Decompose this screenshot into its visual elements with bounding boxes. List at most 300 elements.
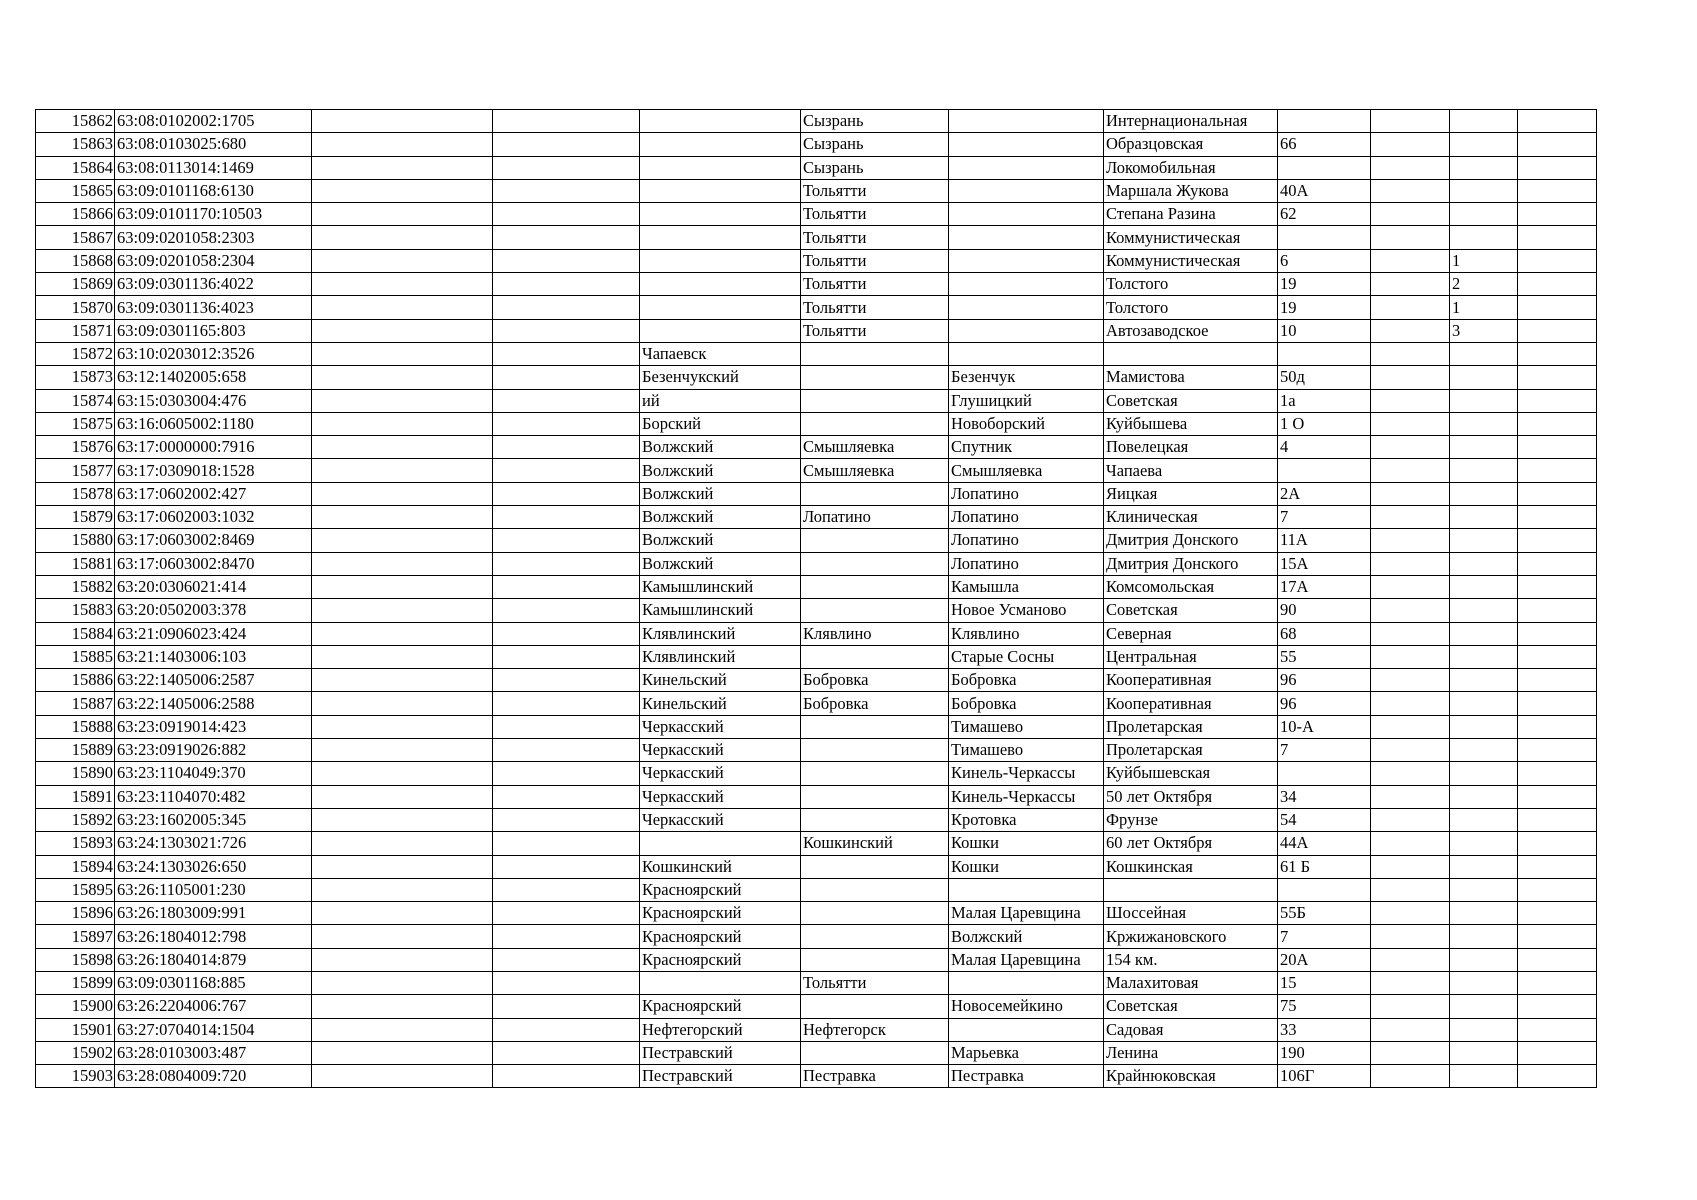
cell-house: 96 xyxy=(1278,692,1371,715)
cell-cadastral-number: 63:12:1402005:658 xyxy=(115,366,312,389)
cell-cadastral-number: 63:23:1104070:482 xyxy=(115,785,312,808)
cell-district: Борский xyxy=(640,412,801,435)
cell-col-12 xyxy=(1518,808,1597,831)
cell-col-12 xyxy=(1518,575,1597,598)
cell-apartment xyxy=(1450,482,1518,505)
cell-apartment xyxy=(1450,575,1518,598)
cell-cadastral-number: 63:26:1804012:798 xyxy=(115,925,312,948)
cell-col-3 xyxy=(312,1018,493,1041)
cell-apartment xyxy=(1450,529,1518,552)
cell-row-number: 15893 xyxy=(36,832,115,855)
cell-house: 66 xyxy=(1278,133,1371,156)
cell-district: Волжский xyxy=(640,436,801,459)
cell-col-4 xyxy=(493,669,640,692)
cell-city xyxy=(801,739,949,762)
cell-cadastral-number: 63:28:0103003:487 xyxy=(115,1041,312,1064)
cell-city: Тольятти xyxy=(801,226,949,249)
cell-row-number: 15899 xyxy=(36,971,115,994)
cell-cadastral-number: 63:24:1303026:650 xyxy=(115,855,312,878)
cell-apartment xyxy=(1450,412,1518,435)
cell-col-10 xyxy=(1371,319,1450,342)
cell-house: 15А xyxy=(1278,552,1371,575)
cell-col-12 xyxy=(1518,273,1597,296)
cell-street: Толстого xyxy=(1104,296,1278,319)
cell-cadastral-number: 63:23:0919014:423 xyxy=(115,715,312,738)
cell-col-10 xyxy=(1371,948,1450,971)
cell-cadastral-number: 63:09:0101170:10503 xyxy=(115,203,312,226)
cell-apartment xyxy=(1450,762,1518,785)
cell-col-4 xyxy=(493,296,640,319)
cell-settlement: Кинель-Черкассы xyxy=(949,762,1104,785)
cell-house: 96 xyxy=(1278,669,1371,692)
cell-row-number: 15876 xyxy=(36,436,115,459)
table-row xyxy=(36,412,1597,435)
table-row xyxy=(36,342,1597,365)
cell-col-3 xyxy=(312,319,493,342)
cell-city xyxy=(801,342,949,365)
cell-apartment xyxy=(1450,156,1518,179)
cell-col-3 xyxy=(312,902,493,925)
cell-district: Черкасский xyxy=(640,715,801,738)
cell-col-3 xyxy=(312,878,493,901)
cell-col-12 xyxy=(1518,133,1597,156)
cell-district: Волжский xyxy=(640,459,801,482)
cell-settlement xyxy=(949,878,1104,901)
cell-settlement xyxy=(949,226,1104,249)
cell-col-10 xyxy=(1371,1018,1450,1041)
cell-street: Малахитовая xyxy=(1104,971,1278,994)
property-table xyxy=(35,109,1597,1088)
cell-row-number: 15903 xyxy=(36,1065,115,1088)
cell-apartment: 1 xyxy=(1450,296,1518,319)
cell-street: Кржижановского xyxy=(1104,925,1278,948)
cell-col-10 xyxy=(1371,412,1450,435)
cell-col-12 xyxy=(1518,878,1597,901)
cell-cadastral-number: 63:23:1602005:345 xyxy=(115,808,312,831)
cell-settlement: Кротовка xyxy=(949,808,1104,831)
cell-street: Кооперативная xyxy=(1104,692,1278,715)
cell-settlement: Безенчук xyxy=(949,366,1104,389)
cell-col-10 xyxy=(1371,599,1450,622)
cell-cadastral-number: 63:24:1303021:726 xyxy=(115,832,312,855)
cell-district: Волжский xyxy=(640,482,801,505)
cell-house: 10 xyxy=(1278,319,1371,342)
cell-col-10 xyxy=(1371,669,1450,692)
cell-cadastral-number: 63:09:0301136:4023 xyxy=(115,296,312,319)
cell-house: 19 xyxy=(1278,273,1371,296)
cell-col-4 xyxy=(493,1041,640,1064)
cell-district xyxy=(640,179,801,202)
cell-col-4 xyxy=(493,599,640,622)
cell-col-4 xyxy=(493,133,640,156)
cell-col-12 xyxy=(1518,669,1597,692)
cell-street: Мамистова xyxy=(1104,366,1278,389)
cell-col-4 xyxy=(493,692,640,715)
cell-cadastral-number: 63:10:0203012:3526 xyxy=(115,342,312,365)
cell-cadastral-number: 63:26:2204006:767 xyxy=(115,995,312,1018)
cell-col-4 xyxy=(493,715,640,738)
cell-city xyxy=(801,366,949,389)
cell-apartment xyxy=(1450,622,1518,645)
cell-district xyxy=(640,133,801,156)
cell-city xyxy=(801,575,949,598)
cell-apartment xyxy=(1450,599,1518,622)
cell-col-12 xyxy=(1518,1041,1597,1064)
cell-settlement: Лопатино xyxy=(949,482,1104,505)
cell-city xyxy=(801,552,949,575)
cell-col-4 xyxy=(493,412,640,435)
cell-district: Красноярский xyxy=(640,878,801,901)
cell-settlement xyxy=(949,156,1104,179)
cell-apartment xyxy=(1450,552,1518,575)
cell-district xyxy=(640,226,801,249)
cell-col-4 xyxy=(493,925,640,948)
cell-city xyxy=(801,599,949,622)
cell-col-12 xyxy=(1518,342,1597,365)
cell-row-number: 15888 xyxy=(36,715,115,738)
cell-row-number: 15902 xyxy=(36,1041,115,1064)
cell-col-3 xyxy=(312,273,493,296)
cell-col-10 xyxy=(1371,762,1450,785)
cell-district: Волжский xyxy=(640,552,801,575)
cell-apartment xyxy=(1450,342,1518,365)
cell-settlement: Кинель-Черкассы xyxy=(949,785,1104,808)
cell-col-12 xyxy=(1518,645,1597,668)
cell-street: Интернациональная xyxy=(1104,110,1278,133)
cell-col-12 xyxy=(1518,156,1597,179)
cell-house: 75 xyxy=(1278,995,1371,1018)
cell-col-10 xyxy=(1371,692,1450,715)
cell-row-number: 15886 xyxy=(36,669,115,692)
cell-col-10 xyxy=(1371,902,1450,925)
table-row xyxy=(36,832,1597,855)
cell-street: Яицкая xyxy=(1104,482,1278,505)
table-row xyxy=(36,273,1597,296)
cell-street: Советская xyxy=(1104,995,1278,1018)
cell-col-3 xyxy=(312,971,493,994)
cell-col-3 xyxy=(312,1041,493,1064)
cell-district: Кинельский xyxy=(640,692,801,715)
cell-street: Дмитрия Донского xyxy=(1104,552,1278,575)
cell-house: 54 xyxy=(1278,808,1371,831)
cell-col-12 xyxy=(1518,319,1597,342)
cell-city xyxy=(801,529,949,552)
cell-col-12 xyxy=(1518,925,1597,948)
cell-settlement: Кошки xyxy=(949,855,1104,878)
cell-settlement: Малая Царевщина xyxy=(949,902,1104,925)
cell-cadastral-number: 63:09:0201058:2303 xyxy=(115,226,312,249)
table-row xyxy=(36,995,1597,1018)
cell-col-3 xyxy=(312,389,493,412)
cell-street: Пролетарская xyxy=(1104,715,1278,738)
cell-col-12 xyxy=(1518,599,1597,622)
cell-district: Красноярский xyxy=(640,902,801,925)
cell-apartment xyxy=(1450,832,1518,855)
cell-row-number: 15885 xyxy=(36,645,115,668)
cell-district: Пестравский xyxy=(640,1041,801,1064)
cell-city: Сызрань xyxy=(801,110,949,133)
cell-settlement: Лопатино xyxy=(949,529,1104,552)
cell-row-number: 15870 xyxy=(36,296,115,319)
cell-city xyxy=(801,412,949,435)
cell-col-10 xyxy=(1371,1041,1450,1064)
cell-city: Сызрань xyxy=(801,156,949,179)
cell-street: Дмитрия Донского xyxy=(1104,529,1278,552)
cell-col-3 xyxy=(312,855,493,878)
cell-col-4 xyxy=(493,156,640,179)
cell-row-number: 15872 xyxy=(36,342,115,365)
cell-col-3 xyxy=(312,226,493,249)
cell-apartment xyxy=(1450,226,1518,249)
cell-apartment xyxy=(1450,739,1518,762)
cell-street: Степана Разина xyxy=(1104,203,1278,226)
cell-col-4 xyxy=(493,645,640,668)
cell-settlement: Волжский xyxy=(949,925,1104,948)
cell-settlement: Новое Усманово xyxy=(949,599,1104,622)
cell-district xyxy=(640,296,801,319)
cell-col-10 xyxy=(1371,296,1450,319)
cell-col-3 xyxy=(312,785,493,808)
cell-house: 40А xyxy=(1278,179,1371,202)
cell-apartment xyxy=(1450,110,1518,133)
table-row xyxy=(36,739,1597,762)
cell-cadastral-number: 63:20:0502003:378 xyxy=(115,599,312,622)
cell-col-4 xyxy=(493,995,640,1018)
cell-row-number: 15867 xyxy=(36,226,115,249)
cell-col-10 xyxy=(1371,459,1450,482)
cell-col-10 xyxy=(1371,995,1450,1018)
cell-house: 44А xyxy=(1278,832,1371,855)
cell-col-4 xyxy=(493,855,640,878)
cell-street: Клиническая xyxy=(1104,506,1278,529)
cell-city xyxy=(801,715,949,738)
cell-apartment xyxy=(1450,971,1518,994)
cell-district: Камышлинский xyxy=(640,599,801,622)
cell-cadastral-number: 63:26:1105001:230 xyxy=(115,878,312,901)
cell-row-number: 15884 xyxy=(36,622,115,645)
cell-col-4 xyxy=(493,785,640,808)
cell-col-12 xyxy=(1518,389,1597,412)
cell-city: Смышляевка xyxy=(801,459,949,482)
cell-street xyxy=(1104,342,1278,365)
cell-col-3 xyxy=(312,412,493,435)
cell-street: Шоссейная xyxy=(1104,902,1278,925)
table-row xyxy=(36,785,1597,808)
cell-row-number: 15879 xyxy=(36,506,115,529)
cell-col-3 xyxy=(312,366,493,389)
cell-apartment xyxy=(1450,692,1518,715)
cell-row-number: 15890 xyxy=(36,762,115,785)
cell-city: Тольятти xyxy=(801,273,949,296)
cell-city xyxy=(801,925,949,948)
cell-col-3 xyxy=(312,715,493,738)
cell-apartment xyxy=(1450,785,1518,808)
cell-street: Коммунистическая xyxy=(1104,249,1278,272)
cell-col-12 xyxy=(1518,1065,1597,1088)
cell-house xyxy=(1278,156,1371,179)
cell-row-number: 15873 xyxy=(36,366,115,389)
cell-col-12 xyxy=(1518,902,1597,925)
cell-street: Северная xyxy=(1104,622,1278,645)
cell-city: Тольятти xyxy=(801,203,949,226)
cell-street: Садовая xyxy=(1104,1018,1278,1041)
cell-street: Маршала Жукова xyxy=(1104,179,1278,202)
cell-col-10 xyxy=(1371,133,1450,156)
cell-col-4 xyxy=(493,1065,640,1088)
cell-col-10 xyxy=(1371,226,1450,249)
cell-district xyxy=(640,156,801,179)
cell-settlement: Камышла xyxy=(949,575,1104,598)
table-row xyxy=(36,575,1597,598)
cell-settlement xyxy=(949,1018,1104,1041)
cell-district: Кинельский xyxy=(640,669,801,692)
cell-street: Пролетарская xyxy=(1104,739,1278,762)
cell-col-12 xyxy=(1518,552,1597,575)
cell-col-3 xyxy=(312,296,493,319)
cell-col-12 xyxy=(1518,412,1597,435)
cell-city: Кошкинский xyxy=(801,832,949,855)
cell-col-4 xyxy=(493,808,640,831)
cell-cadastral-number: 63:09:0301165:803 xyxy=(115,319,312,342)
table-row xyxy=(36,1018,1597,1041)
table-row xyxy=(36,552,1597,575)
cell-apartment xyxy=(1450,645,1518,668)
cell-settlement: Малая Царевщина xyxy=(949,948,1104,971)
table-row xyxy=(36,1041,1597,1064)
cell-col-3 xyxy=(312,179,493,202)
cell-cadastral-number: 63:20:0306021:414 xyxy=(115,575,312,598)
cell-col-12 xyxy=(1518,110,1597,133)
cell-district: Черкасский xyxy=(640,739,801,762)
cell-house: 33 xyxy=(1278,1018,1371,1041)
cell-city: Нефтегорск xyxy=(801,1018,949,1041)
cell-house: 50д xyxy=(1278,366,1371,389)
cell-col-10 xyxy=(1371,785,1450,808)
cell-street: Чапаева xyxy=(1104,459,1278,482)
cell-house xyxy=(1278,110,1371,133)
cell-district: Волжский xyxy=(640,529,801,552)
cell-col-3 xyxy=(312,552,493,575)
cell-col-10 xyxy=(1371,179,1450,202)
cell-city xyxy=(801,878,949,901)
cell-street: Комсомольская xyxy=(1104,575,1278,598)
cell-col-10 xyxy=(1371,110,1450,133)
cell-col-12 xyxy=(1518,366,1597,389)
table-row xyxy=(36,506,1597,529)
cell-district xyxy=(640,319,801,342)
table-row xyxy=(36,808,1597,831)
cell-apartment xyxy=(1450,1041,1518,1064)
cell-settlement: Спутник xyxy=(949,436,1104,459)
cell-apartment xyxy=(1450,948,1518,971)
cell-cadastral-number: 63:09:0201058:2304 xyxy=(115,249,312,272)
cell-house: 55Б xyxy=(1278,902,1371,925)
cell-street: Центральная xyxy=(1104,645,1278,668)
cell-col-10 xyxy=(1371,482,1450,505)
cell-col-3 xyxy=(312,622,493,645)
cell-street: Коммунистическая xyxy=(1104,226,1278,249)
cell-col-3 xyxy=(312,669,493,692)
cell-city xyxy=(801,1041,949,1064)
cell-col-12 xyxy=(1518,971,1597,994)
cell-city: Клявлино xyxy=(801,622,949,645)
cell-house: 34 xyxy=(1278,785,1371,808)
cell-settlement xyxy=(949,179,1104,202)
cell-col-3 xyxy=(312,133,493,156)
cell-col-12 xyxy=(1518,622,1597,645)
cell-street: Локомобильная xyxy=(1104,156,1278,179)
cell-col-3 xyxy=(312,762,493,785)
cell-col-12 xyxy=(1518,832,1597,855)
cell-street: Куйбышевская xyxy=(1104,762,1278,785)
cell-row-number: 15866 xyxy=(36,203,115,226)
cell-col-4 xyxy=(493,179,640,202)
cell-cadastral-number: 63:23:0919026:882 xyxy=(115,739,312,762)
cell-cadastral-number: 63:21:0906023:424 xyxy=(115,622,312,645)
cell-col-3 xyxy=(312,249,493,272)
table-row xyxy=(36,948,1597,971)
cell-col-10 xyxy=(1371,715,1450,738)
cell-house: 68 xyxy=(1278,622,1371,645)
cell-col-12 xyxy=(1518,855,1597,878)
cell-col-4 xyxy=(493,226,640,249)
cell-col-4 xyxy=(493,739,640,762)
cell-row-number: 15889 xyxy=(36,739,115,762)
cell-settlement: Новосемейкино xyxy=(949,995,1104,1018)
cell-apartment xyxy=(1450,715,1518,738)
cell-district: Безенчукский xyxy=(640,366,801,389)
cell-col-12 xyxy=(1518,995,1597,1018)
cell-row-number: 15878 xyxy=(36,482,115,505)
cell-row-number: 15900 xyxy=(36,995,115,1018)
cell-cadastral-number: 63:26:1804014:879 xyxy=(115,948,312,971)
table-row xyxy=(36,855,1597,878)
cell-col-4 xyxy=(493,948,640,971)
cell-house: 20А xyxy=(1278,948,1371,971)
cell-apartment xyxy=(1450,669,1518,692)
table-row xyxy=(36,902,1597,925)
cell-street: Автозаводское xyxy=(1104,319,1278,342)
cell-col-3 xyxy=(312,739,493,762)
cell-street: Образцовская xyxy=(1104,133,1278,156)
cell-house: 2А xyxy=(1278,482,1371,505)
cell-col-4 xyxy=(493,506,640,529)
cell-col-4 xyxy=(493,1018,640,1041)
cell-col-12 xyxy=(1518,692,1597,715)
cell-settlement: Старые Сосны xyxy=(949,645,1104,668)
cell-col-12 xyxy=(1518,226,1597,249)
cell-settlement xyxy=(949,133,1104,156)
cell-street: Ленина xyxy=(1104,1041,1278,1064)
cell-district: Клявлинский xyxy=(640,622,801,645)
cell-city: Тольятти xyxy=(801,179,949,202)
cell-row-number: 15880 xyxy=(36,529,115,552)
cell-district: Красноярский xyxy=(640,925,801,948)
cell-col-10 xyxy=(1371,366,1450,389)
cell-col-4 xyxy=(493,552,640,575)
cell-settlement: Клявлино xyxy=(949,622,1104,645)
cell-city xyxy=(801,645,949,668)
cell-house: 6 xyxy=(1278,249,1371,272)
cell-settlement xyxy=(949,971,1104,994)
cell-col-4 xyxy=(493,459,640,482)
cell-row-number: 15863 xyxy=(36,133,115,156)
cell-row-number: 15897 xyxy=(36,925,115,948)
cell-house: 62 xyxy=(1278,203,1371,226)
cell-district: Нефтегорский xyxy=(640,1018,801,1041)
table-row xyxy=(36,971,1597,994)
table-row xyxy=(36,925,1597,948)
